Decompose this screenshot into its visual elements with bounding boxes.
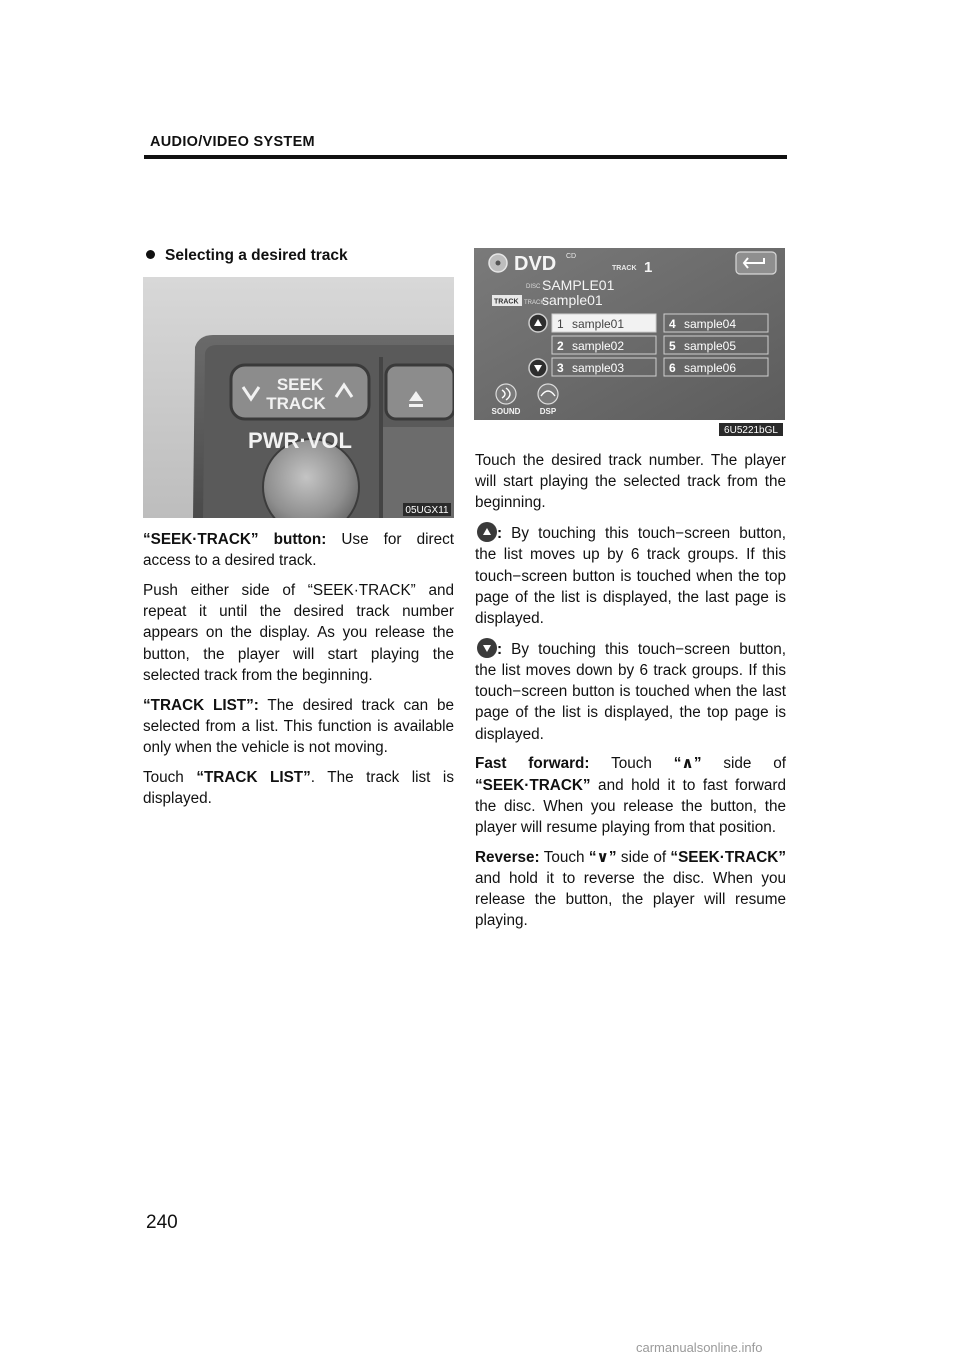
seek-label-1: SEEK <box>276 375 324 394</box>
seek-track-desc: Use for direct access to a desired track. <box>143 531 454 570</box>
track-num: 5 <box>669 339 676 353</box>
track-list-paragraph <box>143 695 454 759</box>
disc-label: DISC <box>526 284 541 290</box>
control-panel-illustration <box>143 277 454 518</box>
track-tag-text: TRACK <box>494 298 519 306</box>
track-list-button-ref: “TRACK LIST” <box>196 768 311 786</box>
track-list-screen-figure <box>474 248 785 438</box>
down-button-paragraph <box>475 638 786 745</box>
page-up-button[interactable] <box>529 314 547 332</box>
rev-seek-track-ref: “SEEK·TRACK” <box>670 848 786 866</box>
track-title: sample01 <box>572 317 625 331</box>
down-chevron-glyph: “∨” <box>588 848 617 866</box>
push-instructions: Push either side of “SEEK·TRACK” and repeat it until the desired track number appears on the display. As you release the button, the player will start playing the selected track from the beginning. <box>143 582 454 684</box>
fast-forward-paragraph <box>475 753 786 838</box>
track-num: 1 <box>557 317 564 331</box>
track-title: sample02 <box>572 339 625 353</box>
ff-side-of: side of <box>701 755 786 773</box>
ff-desc: and hold it to fast forward the disc. When you release the button, the player will resume playing from that position. <box>475 776 786 837</box>
touch-prefix: Touch <box>143 768 197 786</box>
dsp-button[interactable] <box>538 384 558 416</box>
track-list-desc: The desired track can be selected from a list. This function is available only when the vehicle is not moving. <box>143 696 454 757</box>
track-title: sample03 <box>572 361 625 375</box>
down-colon: : <box>497 640 503 658</box>
touch-suffix: . The track list is displayed. <box>143 768 454 808</box>
track-num: 3 <box>557 361 564 375</box>
reverse-paragraph <box>475 847 786 932</box>
ff-seek-track-ref: “SEEK·TRACK” <box>475 776 591 794</box>
figure2-code: 6U5221bGL <box>724 425 778 436</box>
track-title: sample06 <box>684 361 737 375</box>
bullet-icon <box>146 250 155 259</box>
pwr-vol-label: PWR·VOL <box>248 428 352 453</box>
rev-desc: and hold it to reverse the disc. When you release the button, the player will resume playing. <box>475 870 786 930</box>
right-column-text <box>475 450 786 940</box>
up-colon: : <box>497 525 503 543</box>
rev-side-of: side of <box>616 848 671 866</box>
reverse-term: Reverse: <box>475 848 540 866</box>
seek-track-paragraph <box>143 529 454 571</box>
sound-label: SOUND <box>491 407 521 416</box>
figure1-code: 05UGX11 <box>405 505 449 516</box>
header-rule <box>144 155 787 159</box>
dsp-label: DSP <box>539 407 557 416</box>
section-title-text: Selecting a desired track <box>165 247 348 264</box>
source-label: DVD <box>514 253 557 275</box>
cd-label: CD <box>566 253 577 260</box>
track-name-label: TRACK <box>524 300 545 306</box>
track-num: 6 <box>669 361 676 375</box>
track-label: TRACK <box>612 265 637 272</box>
down-button-desc: By touching this touch−screen button, the list moves down by 6 track groups. If this touch−screen button is touched when the last page of the list is displayed, the top page is displayed. <box>475 640 786 743</box>
track-title: sample05 <box>684 339 737 353</box>
watermark: carmanualsonline.info <box>636 1340 763 1355</box>
track-number: 1 <box>644 259 653 276</box>
touch-track-paragraph: Touch the desired track number. The player will start playing the selected track from the beginning. <box>475 452 786 512</box>
down-button-icon <box>477 638 497 658</box>
back-button[interactable] <box>736 252 776 274</box>
up-button-desc: By touching this touch−screen button, the list moves up by 6 track groups. If this touch−screen button is touched when the top page of the list is displayed, the last page is displayed. <box>475 525 786 628</box>
up-button-paragraph <box>475 522 786 629</box>
disc-name: SAMPLE01 <box>542 277 615 293</box>
section-header: AUDIO/VIDEO SYSTEM <box>150 134 315 150</box>
touch-track-list-paragraph <box>143 767 454 809</box>
left-column-text <box>143 529 454 818</box>
seek-label-2: TRACK <box>266 394 326 413</box>
up-button-icon <box>477 522 497 542</box>
track-name: sample01 <box>542 292 603 308</box>
control-panel-figure <box>143 277 454 518</box>
ff-touch: Touch <box>589 755 674 773</box>
track-num: 4 <box>669 317 676 331</box>
track-list-term: “TRACK LIST”: <box>143 696 259 714</box>
rev-touch: Touch <box>539 848 589 866</box>
seek-track-term: “SEEK·TRACK” button: <box>143 531 327 548</box>
track-num: 2 <box>557 339 564 353</box>
track-button-1[interactable] <box>552 314 656 332</box>
up-chevron-glyph: “∧” <box>673 755 702 773</box>
page-number: 240 <box>146 1212 178 1233</box>
track-list-screen <box>474 248 785 438</box>
track-title: sample04 <box>684 317 737 331</box>
page-down-button[interactable] <box>529 359 547 377</box>
fast-forward-term: Fast forward: <box>475 755 590 773</box>
section-title <box>146 247 348 265</box>
